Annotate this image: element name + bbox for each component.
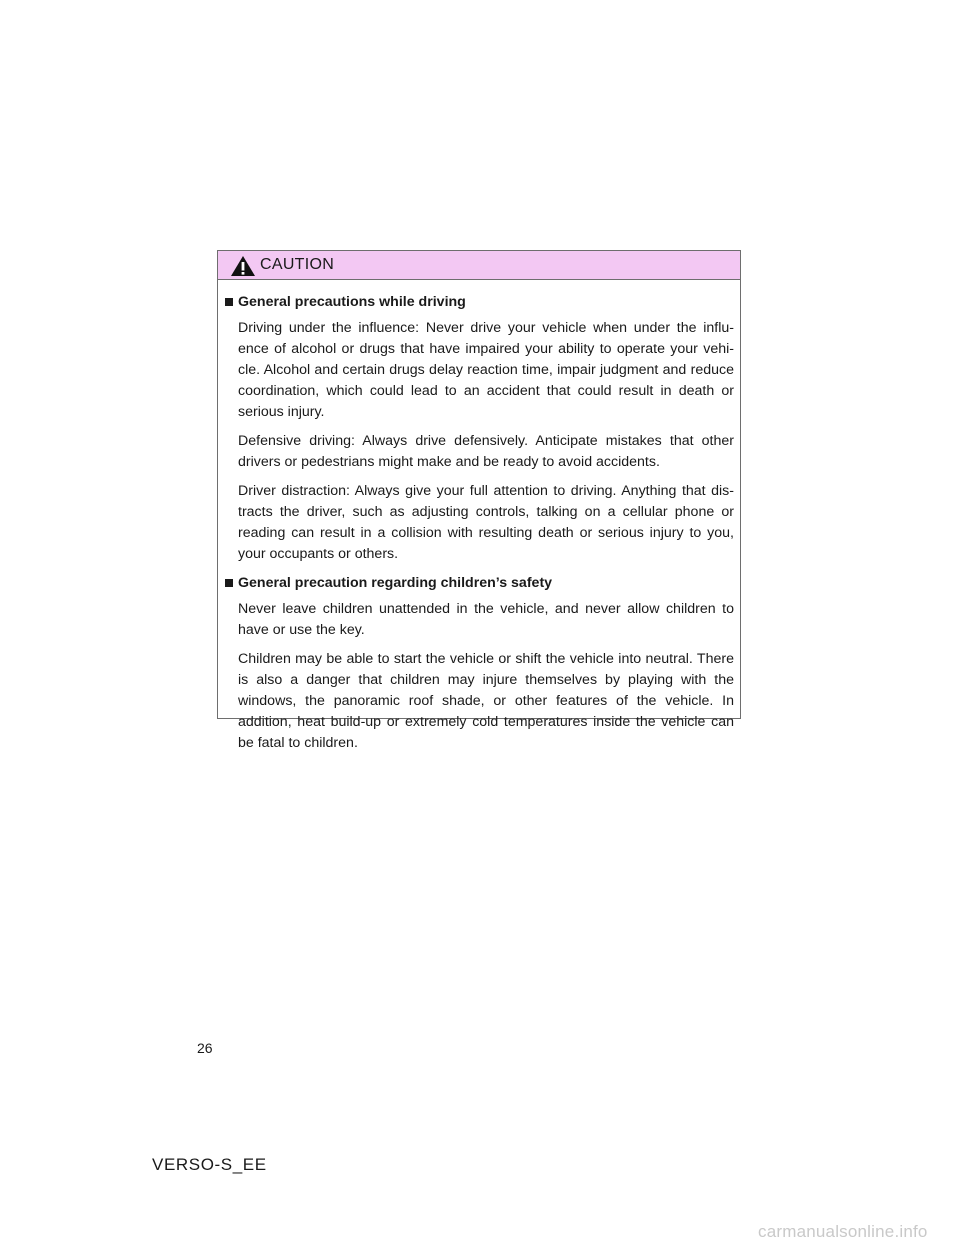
section-heading (224, 573, 734, 593)
paragraph-children-unattended: Never leave children unattended in the vehicle, and never allow children to have or use the key. (238, 601, 734, 638)
section-heading (224, 292, 734, 312)
paragraph-driver-distraction: Driver distraction: Always give your full attention to driving. Anything that dis- tracts the driver, such as adjusting controls, talking on a cellular phone or reading can result in a collision with resulting death or serious injury to you, your occupants or others. (238, 483, 734, 562)
section-heading-text: General precaution regarding children’s safety (238, 575, 553, 591)
section-children-safety (224, 573, 734, 754)
section-driving-precautions (224, 292, 734, 565)
warning-triangle-icon (230, 255, 256, 277)
paragraph-driving-under-influence: Driving under the influence: Never drive your vehicle when under the influ- ence of alcohol or drugs that have impaired your ability to operate your vehi- cle. Alcohol and certain drugs delay reaction time, impair judgment and reduce coordination, which could lead to an accident that could result in death or serious injury. (238, 320, 734, 420)
watermark: carmanualsonline.info (758, 1222, 928, 1241)
square-bullet-icon (225, 298, 233, 306)
paragraph-defensive-driving: Defensive driving: Always drive defensively. Anticipate mistakes that other drivers or pedestrians might make and be ready to avoid accidents. (238, 433, 734, 470)
section-heading-text: General precautions while driving (238, 294, 466, 310)
caution-body (218, 280, 740, 754)
square-bullet-icon (225, 579, 233, 587)
caution-box (217, 250, 741, 751)
document-code: VERSO-S_EE (152, 1155, 267, 1174)
page-number: 26 (197, 1040, 213, 1056)
paragraph-children-dangers: Children may be able to start the vehicle or shift the vehicle into neutral. There is also a danger that children may injure themselves by playing with the windows, the panoramic roof shade, or other features of the vehicle. In addition, heat build-up or extremely cold temperatures inside the vehicle can be fatal to children. (238, 651, 734, 751)
caution-header (218, 251, 740, 280)
caution-title: CAUTION (260, 256, 335, 273)
